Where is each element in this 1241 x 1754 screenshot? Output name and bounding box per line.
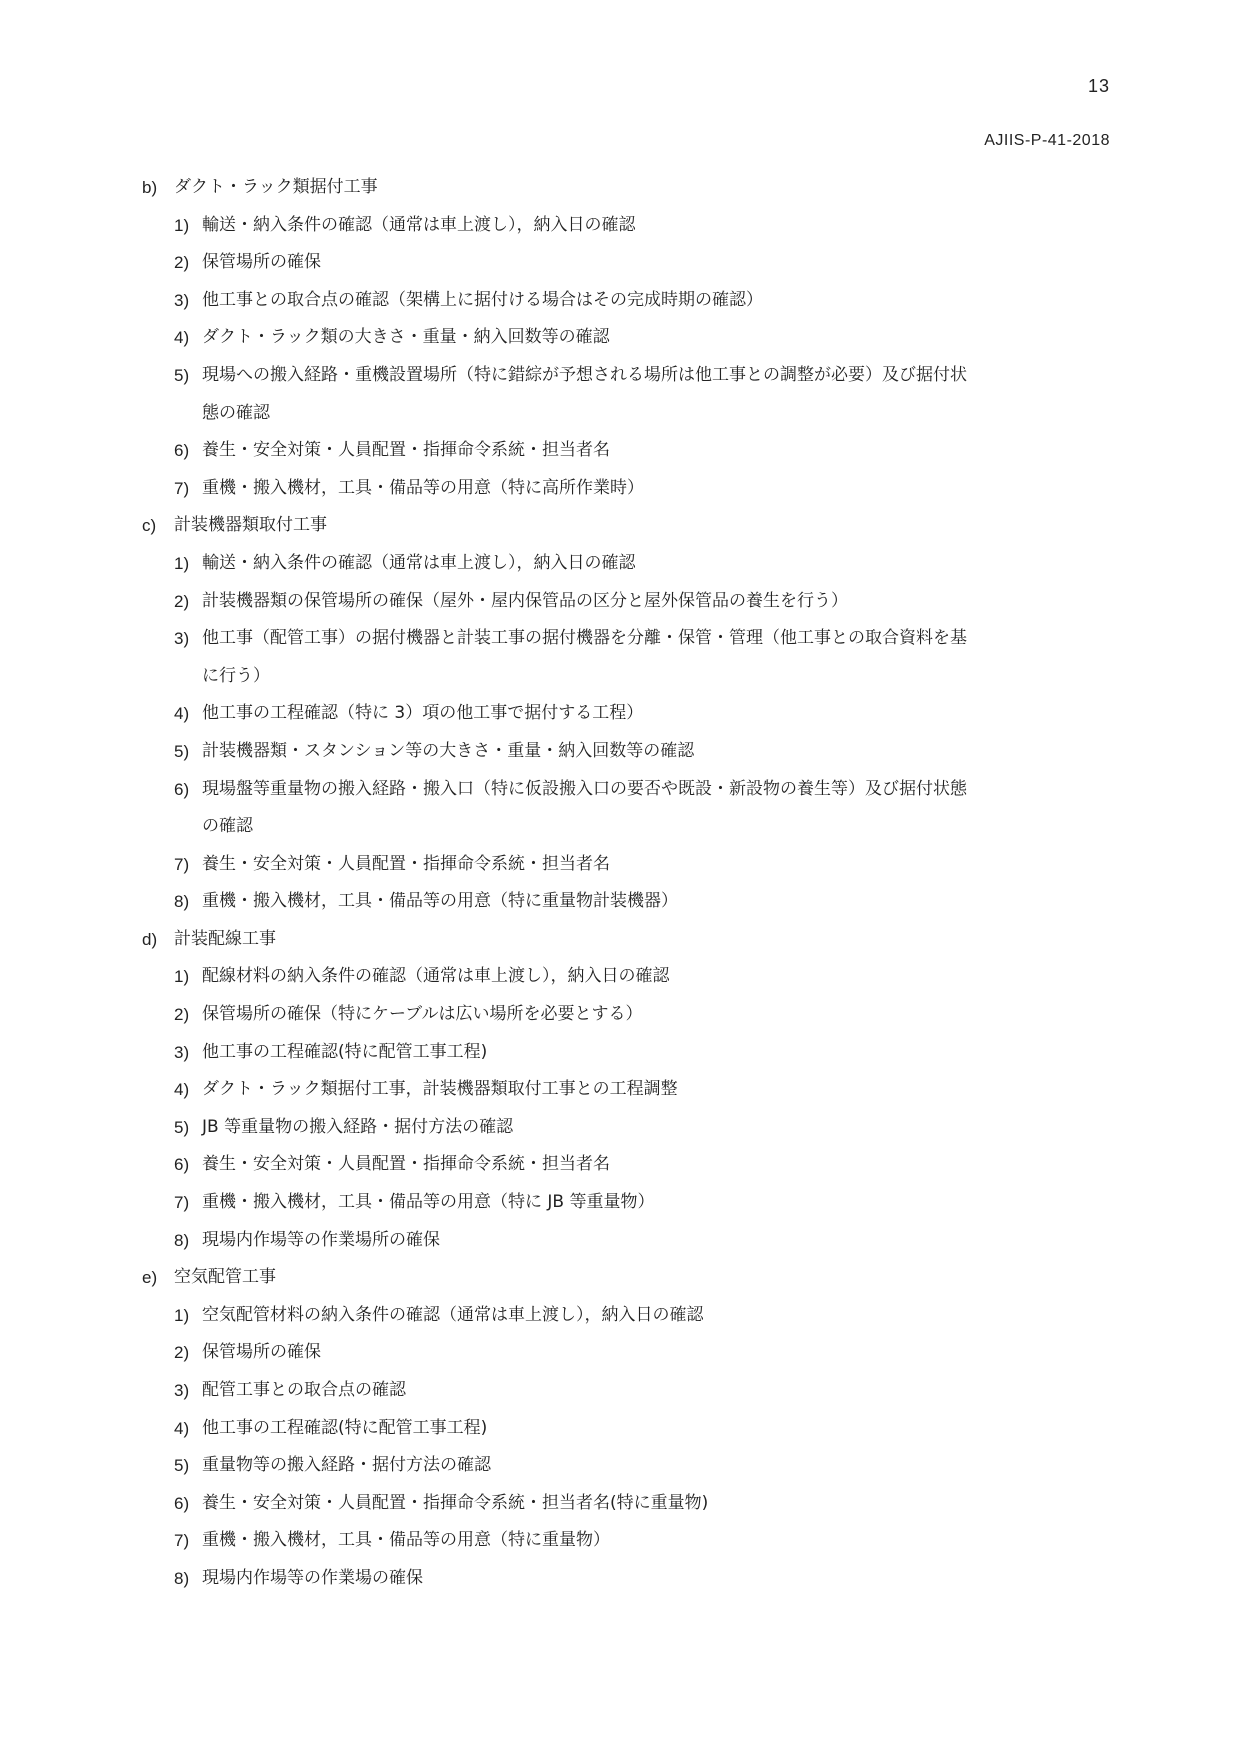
item-text-line-1: 現場盤等重量物の搬入経路・搬入口（特に仮設搬入口の要否や既設・新設物の養生等）及び据付状態 — [202, 778, 967, 799]
item-number: 4) — [174, 1418, 190, 1438]
list-item — [142, 282, 1110, 320]
item-number: 3) — [174, 1381, 190, 1400]
item-number: 6) — [174, 441, 190, 461]
item-number: 8) — [174, 1230, 190, 1250]
list-item — [142, 1146, 1110, 1184]
item-number: 4) — [174, 1080, 190, 1100]
item-number: 1) — [174, 215, 190, 235]
item-number: 7) — [174, 478, 190, 498]
list-item — [142, 846, 1110, 884]
item-text: 計装機器類・スタンション等の大きさ・重量・納入回数等の確認 — [202, 740, 695, 761]
item-number: 7) — [174, 1193, 190, 1213]
section-marker: e) — [142, 1268, 158, 1288]
section-title: 計装機器類取付工事 — [174, 515, 327, 536]
item-text: 輸送・納入条件の確認（通常は車上渡し），納入日の確認 — [202, 214, 636, 235]
list-item — [142, 207, 1110, 245]
item-text: 重機・搬入機材，工具・備品等の用意（特に JB 等重量物） — [202, 1192, 655, 1213]
item-text-line-2: の確認 — [202, 816, 253, 837]
section-title: ダクト・ラック類据付工事 — [174, 177, 378, 197]
item-text: 重機・搬入機材，工具・備品等の用意（特に重量物計装機器） — [202, 891, 678, 912]
item-number: 6) — [174, 779, 190, 799]
item-number: 2) — [174, 253, 190, 273]
item-number: 5) — [174, 365, 190, 385]
item-text: 計装機器類の保管場所の確保（屋外・屋内保管品の区分と屋外保管品の養生を行う） — [202, 590, 848, 611]
item-number: 1) — [174, 967, 190, 987]
list-item — [142, 1297, 1110, 1335]
item-number: 8) — [174, 892, 190, 912]
item-number: 3) — [174, 290, 190, 310]
item-text-line-1: 他工事（配管工事）の据付機器と計装工事の据付機器を分離・保管・管理（他工事との取合資料を基 — [202, 628, 967, 649]
item-text: 保管場所の確保 — [202, 252, 321, 273]
list-item — [142, 695, 1110, 733]
item-number: 3) — [174, 1042, 190, 1062]
list-item — [142, 958, 1110, 996]
list-item — [142, 1222, 1110, 1260]
section-heading — [142, 1259, 1110, 1297]
item-number: 7) — [174, 854, 190, 874]
item-number: 2) — [174, 1005, 190, 1025]
item-number: 5) — [174, 1117, 190, 1137]
list-item — [142, 319, 1110, 357]
item-number: 2) — [174, 591, 190, 611]
item-text: 空気配管材料の納入条件の確認（通常は車上渡し），納入日の確認 — [202, 1304, 704, 1325]
item-text-line-2: 態の確認 — [202, 402, 270, 423]
section-marker: b) — [142, 178, 158, 197]
item-text: ダクト・ラック類の大きさ・重量・納入回数等の確認 — [202, 327, 610, 348]
document-id: AJIIS-P-41-2018 — [984, 132, 1110, 149]
list-item — [142, 545, 1110, 583]
list-item — [142, 771, 1110, 846]
page-number: 13 — [1087, 76, 1110, 96]
item-number: 4) — [174, 704, 190, 724]
list-item — [142, 1334, 1110, 1372]
item-number: 5) — [174, 741, 190, 761]
list-item — [142, 1034, 1110, 1072]
list-item — [142, 1372, 1110, 1410]
list-item — [142, 1184, 1110, 1222]
item-text: 重機・搬入機材，工具・備品等の用意（特に重量物） — [202, 1530, 610, 1551]
list-item — [142, 470, 1110, 508]
item-text: 重量物等の搬入経路・据付方法の確認 — [202, 1455, 491, 1476]
item-text: 配管工事との取合点の確認 — [202, 1380, 406, 1400]
list-item — [142, 620, 1110, 695]
list-item — [142, 1447, 1110, 1485]
item-text: 現場内作場等の作業場所の確保 — [202, 1229, 440, 1250]
item-text: 他工事との取合点の確認（架構上に据付ける場合はその完成時期の確認） — [202, 289, 763, 310]
section-marker: c) — [142, 516, 157, 536]
item-text: 保管場所の確保 — [202, 1342, 321, 1363]
item-number: 3) — [174, 629, 190, 649]
list-item — [142, 996, 1110, 1034]
item-number: 1) — [174, 1305, 190, 1325]
item-text: 他工事の工程確認(特に配管工事工程) — [202, 1041, 488, 1062]
item-text: 他工事の工程確認(特に配管工事工程) — [202, 1417, 488, 1438]
item-text-line-2: に行う） — [202, 665, 270, 686]
section-title: 計装配線工事 — [174, 928, 276, 949]
list-item — [142, 1485, 1110, 1523]
list-item — [142, 733, 1110, 771]
section-e — [142, 1259, 1110, 1597]
list-item — [142, 357, 1110, 432]
item-text: 重機・搬入機材，工具・備品等の用意（特に高所作業時） — [202, 477, 644, 498]
item-text: JB 等重量物の搬入経路・据付方法の確認 — [202, 1116, 514, 1137]
section-heading — [142, 169, 1110, 207]
item-number: 2) — [174, 1343, 190, 1363]
item-text: 現場内作場等の作業場の確保 — [202, 1567, 423, 1588]
list-item — [142, 1109, 1110, 1147]
item-text: 他工事の工程確認（特に 3）項の他工事で据付する工程） — [202, 703, 644, 724]
section-c — [142, 507, 1110, 921]
list-item — [142, 1522, 1110, 1560]
list-item — [142, 432, 1110, 470]
section-marker: d) — [142, 929, 158, 949]
item-text-line-1: 現場への搬入経路・重機設置場所（特に錯綜が予想される場所は他工事との調整が必要）及び据付状 — [202, 364, 967, 385]
item-text: 養生・安全対策・人員配置・指揮命令系統・担当者名 — [202, 1154, 610, 1175]
item-text: 養生・安全対策・人員配置・指揮命令系統・担当者名 — [202, 440, 610, 461]
item-text: 養生・安全対策・人員配置・指揮命令系統・担当者名 — [202, 853, 610, 874]
section-b — [142, 169, 1110, 507]
document-body — [142, 169, 1110, 1598]
list-item — [142, 1410, 1110, 1448]
section-heading — [142, 921, 1110, 959]
item-number: 6) — [174, 1155, 190, 1175]
section-heading — [142, 507, 1110, 545]
list-item — [142, 883, 1110, 921]
item-number: 5) — [174, 1456, 190, 1476]
item-text: 保管場所の確保（特にケーブルは広い場所を必要とする） — [202, 1004, 643, 1025]
item-text: ダクト・ラック類据付工事，計装機器類取付工事との工程調整 — [202, 1079, 678, 1100]
list-item — [142, 1560, 1110, 1598]
item-number: 6) — [174, 1493, 190, 1513]
list-item — [142, 1071, 1110, 1109]
item-text: 養生・安全対策・人員配置・指揮命令系統・担当者名(特に重量物) — [202, 1492, 709, 1513]
section-title: 空気配管工事 — [174, 1267, 276, 1288]
item-number: 7) — [174, 1531, 190, 1551]
list-item — [142, 244, 1110, 282]
section-d — [142, 921, 1110, 1259]
item-number: 4) — [174, 328, 190, 348]
item-text: 輸送・納入条件の確認（通常は車上渡し），納入日の確認 — [202, 552, 636, 573]
item-text: 配線材料の納入条件の確認（通常は車上渡し），納入日の確認 — [202, 966, 670, 987]
item-number: 8) — [174, 1568, 190, 1588]
item-number: 1) — [174, 553, 190, 573]
list-item — [142, 583, 1110, 621]
